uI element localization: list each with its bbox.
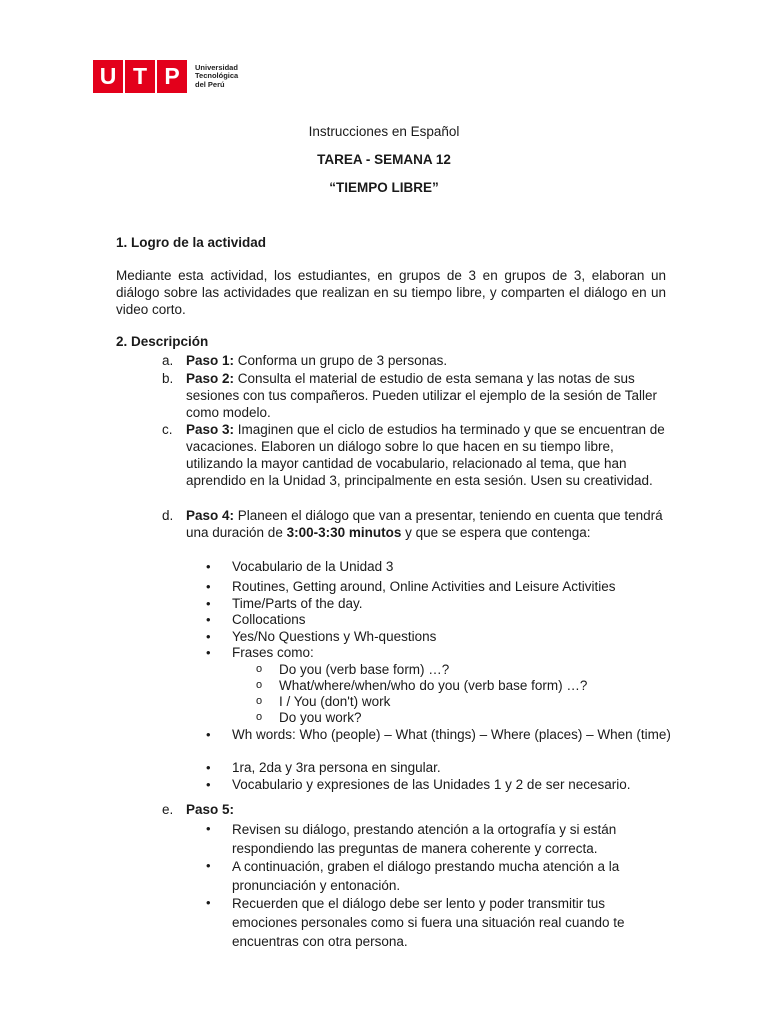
sub-bullet-icon: o [256, 663, 263, 675]
step-marker: e. [162, 802, 174, 817]
bullet-item: Revisen su diálogo, prestando atención a la ortografía y si están respondiendo las preguntas de manera coherente y correcta. [232, 822, 617, 856]
phrase-item: I / You (don't) work [279, 694, 391, 709]
step-2 [186, 370, 666, 421]
section-1-text: Mediante esta actividad, los estudiantes, en grupos de 3 en grupos de 3, elaboran un diálogo sobre las actividades que realizan en su tiempo libre, y comparten el diálogo en un video corto. [116, 268, 666, 317]
step-text: y que se espera que contenga: [401, 525, 591, 540]
bullet-icon: • [206, 596, 211, 611]
step-label: Paso 4: [186, 508, 235, 523]
step-5 [186, 801, 666, 818]
phrase-item: What/where/when/who do you (verb base form) …? [279, 678, 588, 693]
logo-university-name [195, 64, 238, 90]
step-text: Consulta el material de estudio de esta semana y las notas de sus sesiones con tus compañeros. Pueden utilizar el ejemplo de la sesión de Taller como modelo. [186, 371, 658, 420]
bullet-icon: • [206, 777, 211, 792]
sub-bullet-icon: o [256, 711, 263, 723]
duration-emphasis: 3:00-3:30 minutos [286, 525, 402, 540]
bullet-icon: • [206, 645, 211, 660]
bullet-icon: • [206, 858, 211, 873]
step-3 [186, 421, 666, 489]
bullet-icon: • [206, 821, 211, 836]
logo-letter-p: P [157, 60, 187, 93]
bullet-item: A continuación, graben el diálogo prestando mucha atención a la pronunciación y entonación. [232, 859, 620, 893]
bullet-item: Frases como: [232, 645, 314, 660]
sub-bullet-icon: o [256, 695, 263, 707]
step-text: Planeen el diálogo que van a presentar, teniendo en cuenta que tendrá una duración de [186, 508, 663, 540]
step-label: Paso 1: [186, 353, 235, 368]
step-marker: d. [162, 508, 174, 523]
bullet-item: Vocabulario de la Unidad 3 [232, 559, 394, 574]
bullet-icon: • [206, 629, 211, 644]
sub-bullet-icon: o [256, 679, 263, 691]
phrase-item: Do you (verb base form) …? [279, 662, 450, 677]
bullet-item: Collocations [232, 612, 306, 627]
bullet-item: Routines, Getting around, Online Activities and Leisure Activities [232, 579, 616, 594]
step-label: Paso 2: [186, 371, 235, 386]
step-4 [186, 507, 666, 541]
bullet-item: 1ra, 2da y 3ra persona en singular. [232, 760, 441, 775]
step-label: Paso 3: [186, 422, 235, 437]
logo-letter-t: T [125, 60, 155, 93]
bullet-icon: • [206, 612, 211, 627]
bullet-item: Vocabulario y expresiones de las Unidades 1 y 2 de ser necesario. [232, 777, 631, 792]
language-heading: Instrucciones en Español [308, 124, 460, 139]
step-marker: c. [162, 422, 173, 437]
bullet-icon: • [206, 579, 211, 594]
bullet-icon: • [206, 559, 211, 574]
step-1 [186, 352, 666, 369]
bullet-item: Wh words: Who (people) – What (things) – Where (places) – When (time) [232, 727, 671, 742]
step-marker: b. [162, 371, 174, 386]
phrase-item: Do you work? [279, 710, 362, 725]
bullet-icon: • [206, 760, 211, 775]
step-text: Imaginen que el ciclo de estudios ha terminado y que se encuentran de vacaciones. Elaboren un diálogo sobre lo que hacen en su tiempo libre, utilizando la mayor cantidad de vocabulario, relacionado al tema, que han aprendido en la Unidad 3, principalmente en esta sesión. Usen su creatividad. [186, 422, 665, 488]
step-text: Conforma un grupo de 3 personas. [234, 353, 448, 368]
bullet-item: Recuerden que el diálogo debe ser lento y poder transmitir tus emociones personales como si fuera una situación real cuando te encuentras con otra persona. [232, 896, 625, 949]
bullet-item: Time/Parts of the day. [232, 596, 363, 611]
assignment-title: TAREA - SEMANA 12 [317, 152, 451, 167]
utp-logo [93, 60, 238, 93]
bullet-item: Yes/No Questions y Wh-questions [232, 629, 437, 644]
logo-name-line: Universidad [195, 62, 238, 72]
assignment-subtitle: “TIEMPO LIBRE” [329, 180, 439, 195]
logo-name-line: Tecnológica [195, 71, 239, 81]
step-label: Paso 5: [186, 802, 235, 817]
section-1-title: 1. Logro de la actividad [116, 235, 267, 250]
logo-letter-u: U [93, 60, 123, 93]
logo-name-line: del Perú [195, 79, 225, 89]
section-2-title: 2. Descripción [116, 334, 209, 349]
bullet-icon: • [206, 895, 211, 910]
bullet-icon: • [206, 727, 211, 742]
step-marker: a. [162, 353, 174, 368]
